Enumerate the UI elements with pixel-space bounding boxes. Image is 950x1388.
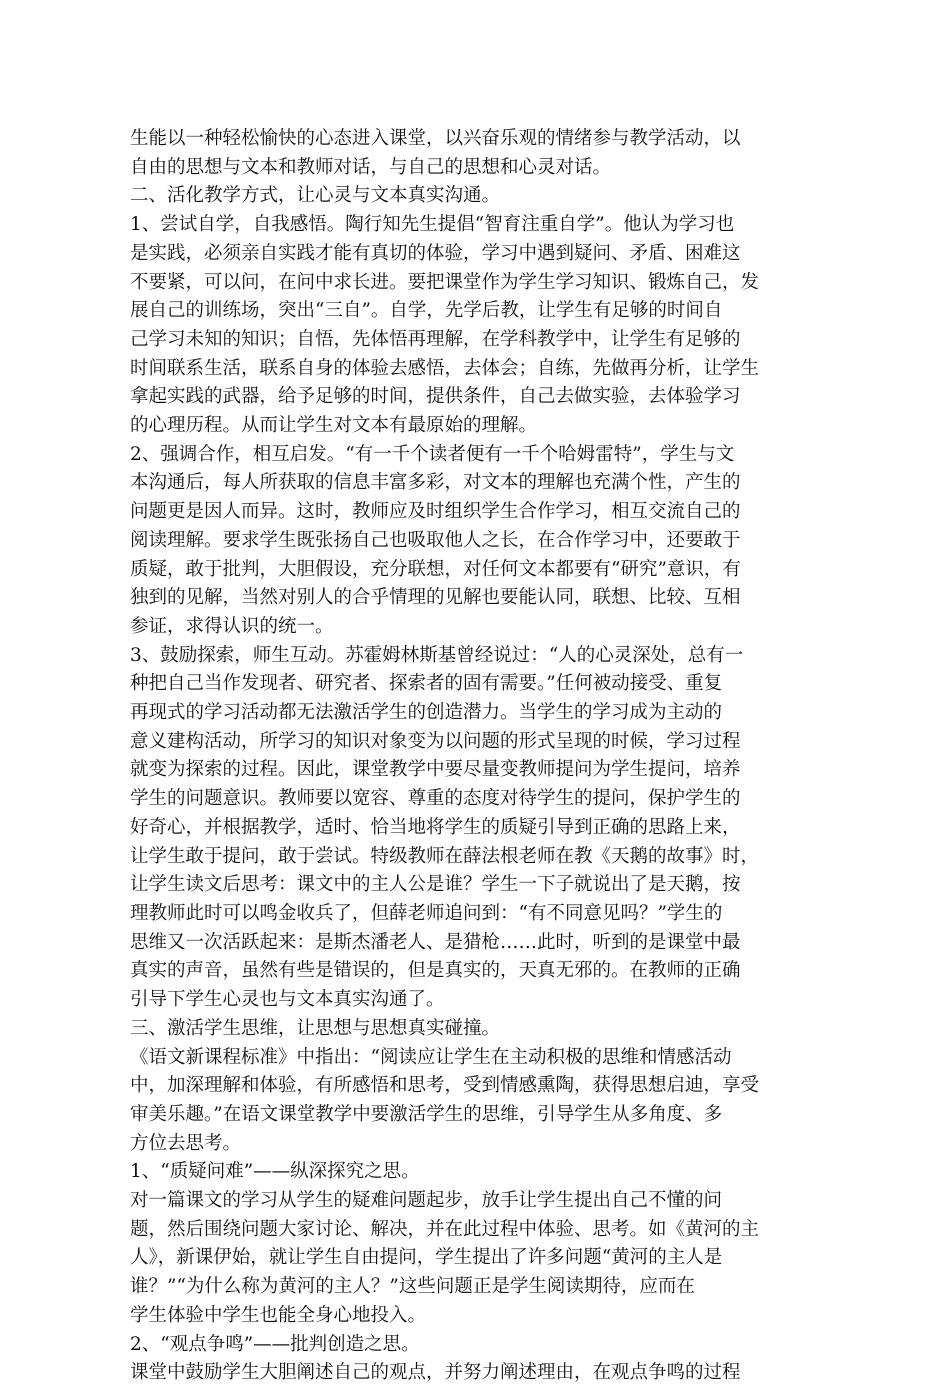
text-line: 谁？”“为什么称为黄河的主人？”这些问题正是学生阅读期待，应而在 (130, 1276, 695, 1298)
text-line: 展自己的训练场，突出“三自”。自学，先学后教，让学生有足够的时间自 (130, 300, 723, 322)
text-line: 拿起实践的武器，给予足够的时间，提供条件，自己去做实验，去体验学习 (130, 386, 741, 408)
text-line: 己学习未知的知识；自悟，先体悟再理解，在学科教学中，让学生有足够的 (130, 328, 741, 350)
text-line: 种把自己当作发现者、研究者、探索者的固有需要。”任何被动接受、重复 (130, 673, 723, 695)
text-line: 问题更是因人而异。这时，教师应及时组织学生合作学习，相互交流自己的 (130, 501, 741, 523)
text-line: 二、活化教学方式，让心灵与文本真实沟通。 (130, 185, 501, 207)
text-line: 课堂中鼓励学生大胆阐述自己的观点，并努力阐述理由，在观点争鸣的过程 (130, 1362, 741, 1384)
text-line: 1、尝试自学，自我感悟。陶行知先生提倡“智育注重自学”。他认为学习也 (130, 214, 735, 236)
text-line: 对一篇课文的学习从学生的疑难问题起步，放手让学生提出自己不懂的问 (130, 1190, 723, 1212)
text-line: 题，然后围绕问题大家讨论、解决，并在此过程中体验、思考。如《黄河的主 (130, 1218, 760, 1240)
text-line: 质疑，敢于批判，大胆假设，充分联想，对任何文本都要有“研究”意识，有 (130, 558, 741, 580)
text-line: 时间联系生活，联系自身的体验去感悟，去体会；自练，先做再分析，让学生 (130, 357, 760, 379)
text-line: 中，加深理解和体验，有所感悟和思考，受到情感熏陶，获得思想启迪，享受 (130, 1075, 760, 1097)
text-line: 生能以一种轻松愉快的心态进入课堂，以兴奋乐观的情绪参与教学活动，以 (130, 128, 741, 149)
text-line: 学生的问题意识。教师要以宽容、尊重的态度对待学生的提问，保护学生的 (130, 788, 741, 810)
text-line: 人》，新课伊始，就让学生自由提问，学生提出了许多问题“黄河的主人是 (130, 1247, 723, 1269)
text-line: 独到的见解，当然对别人的合乎情理的见解也要能认同，联想、比较、互相 (130, 587, 741, 609)
text-line: 1、“质疑问难”——纵深探究之思。 (130, 1161, 420, 1183)
text-line: 理教师此时可以鸣金收兵了，但薛老师追问到：“有不同意见吗？”学生的 (130, 902, 723, 924)
text-line: 再现式的学习活动都无法激活学生的创造潜力。当学生的学习成为主动的 (130, 702, 723, 724)
text-line: 学生体验中学生也能全身心地投入。 (130, 1304, 427, 1326)
text-line: 阅读理解。要求学生既张扬自己也吸取他人之长，在合作学习中，还要敢于 (130, 529, 741, 551)
text-line: 方位去思考。 (130, 1132, 242, 1154)
text-line: 意义建构活动，所学习的知识对象变为以问题的形式呈现的时候，学习过程 (130, 730, 741, 752)
text-line: 思维又一次活跃起来：是斯杰潘老人、是猎枪……此时，听到的是课堂中最 (130, 931, 741, 953)
text-line: 是实践，必须亲自实践才能有真切的体验，学习中遇到疑问、矛盾、困难这 (130, 242, 741, 264)
document-body (130, 125, 850, 1388)
text-line: 三、激活学生思维，让思想与思想真实碰撞。 (130, 1017, 501, 1039)
text-line: 让学生读文后思考：课文中的主人公是谁？学生一下子就说出了是天鹅，按 (130, 874, 741, 896)
text-line: 自由的思想与文本和教师对话，与自己的思想和心灵对话。 (130, 156, 612, 178)
text-line: 好奇心，并根据教学，适时、恰当地将学生的质疑引导到正确的思路上来， (130, 816, 741, 838)
text-line: 2、“观点争鸣”——批判创造之思。 (130, 1333, 420, 1355)
text-line: 审美乐趣。”在语文课堂教学中要激活学生的思维，引导学生从多角度、多 (130, 1103, 723, 1125)
text-line: 真实的声音，虽然有些是错误的，但是真实的，天真无邪的。在教师的正确 (130, 960, 741, 982)
text-line: 引导下学生心灵也与文本真实沟通了。 (130, 989, 445, 1011)
text-line: 参证，求得认识的统一。 (130, 615, 334, 637)
text-line: 就变为探索的过程。因此，课堂教学中要尽量变教师提问为学生提问，培养 (130, 759, 741, 781)
text-line: 不要紧，可以问，在问中求长进。要把课堂作为学生学习知识、锻炼自己，发 (130, 271, 760, 293)
text-line: 《语文新课程标准》中指出：“阅读应让学生在主动积极的思维和情感活动 (130, 1046, 732, 1068)
text-line: 的心理历程。从而让学生对文本有最原始的理解。 (130, 415, 538, 437)
text-line: 3、鼓励探索，师生互动。苏霍姆林斯基曾经说过：“人的心灵深处，总有一 (130, 644, 744, 666)
text-line: 2、强调合作，相互启发。“有一千个读者便有一千个哈姆雷特”，学生与文 (130, 443, 735, 465)
text-line: 让学生敢于提问，敢于尝试。特级教师在薛法根老师在教《天鹅的故事》时， (130, 845, 760, 867)
text-line: 本沟通后，每人所获取的信息丰富多彩，对文本的理解也充满个性，产生的 (130, 472, 741, 494)
